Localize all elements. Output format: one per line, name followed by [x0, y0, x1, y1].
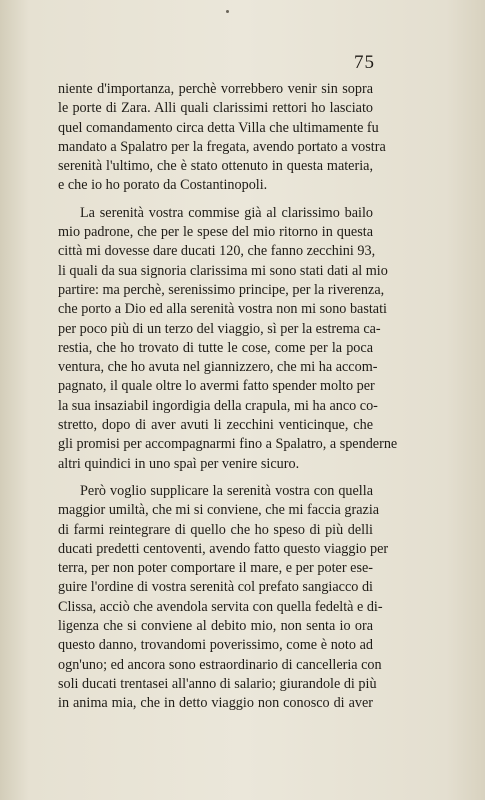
text-line: in anima mia, che in detto viaggio non conosco di aver	[58, 695, 373, 712]
text-line: questo danno, trovandomi poverissimo, come è noto ad	[58, 637, 373, 654]
text-line: serenità l'ultimo, che è stato ottenuto in questa materia,	[58, 158, 373, 175]
paragraph-1	[58, 80, 386, 196]
page-number: 75	[354, 52, 375, 73]
text-line: guire l'ordine di vostra serenità col prefato sangiacco di	[58, 579, 373, 596]
text-line: maggior umiltà, che mi si conviene, che mi faccia grazia	[58, 502, 380, 519]
text-line: mio padrone, che per le spese del mio ritorno in questa	[58, 224, 373, 241]
text-line: stretto, dopo di aver avuti li zecchini venticinque, che	[58, 417, 373, 434]
text-line: quel comandamento circa detta Villa che ultimamente fu	[58, 119, 379, 136]
text-line: le porte di Zara. Alli quali clarissimi rettori ho lasciato	[58, 100, 373, 117]
paragraph-3	[58, 482, 389, 714]
text-line: ligenza che si conviene al debito mio, non senta io ora	[58, 618, 373, 635]
text-line: ogn'uno; ed ancora sono estraordinario di cancelleria con	[58, 656, 382, 673]
text-line: Però voglio supplicare la serenità vostra con quella	[80, 482, 373, 499]
text-line: ventura, che ho avuta nel giannizzero, che mi ha accom-	[58, 359, 378, 376]
text-line: La serenità vostra commise già al clarissimo bailo	[80, 204, 373, 221]
text-line: pagnato, il quale oltre lo avermi fatto spender molto per	[58, 378, 375, 395]
text-line: soli ducati trentasei all'anno di salario; giurandole di più	[58, 675, 377, 692]
text-line: altri quindici in uno spaì per venire sicuro.	[58, 455, 300, 472]
text-line: partire: ma perchè, serenissimo principe, per la riverenza,	[58, 281, 385, 298]
text-line: ducati predetti centoventi, avendo fatto questo viaggio per	[58, 540, 389, 557]
text-line: per poco più di un terzo del viaggio, sì per la estrema ca-	[58, 320, 381, 337]
text-line: la sua insaziabil ingordigia della crapula, mi ha anco co-	[58, 397, 378, 414]
paragraph-gap	[58, 474, 373, 482]
text-line: di farmi reintegrare di quello che ho speso di più delli	[58, 521, 373, 538]
text-line: li quali da sua signoria clarissima mi sono stati dati al mio	[58, 262, 388, 279]
text-line: gli promisi per accompagnarmi fino a Spalatro, a spenderne	[58, 436, 398, 453]
body-text	[58, 80, 398, 714]
text-line: mandato a Spalatro per la fregata, avendo portato a vostra	[58, 138, 386, 155]
paragraph-2	[58, 204, 398, 474]
paragraph-gap	[58, 196, 373, 204]
text-line: terra, per non poter comportare il mare, e per poter ese-	[58, 560, 373, 577]
text-line: città mi dovesse dare ducati 120, che fanno zecchini 93,	[58, 243, 376, 260]
text-line: niente d'importanza, perchè vorrebbero venir sin sopra	[58, 81, 373, 97]
text-line: Clissa, acciò che avendola servita con quella fedeltà e di-	[58, 598, 383, 615]
text-line: restia, che ho trovato di tutte le cose, come per la poca	[58, 339, 373, 356]
text-line: che porto a Dio ed alla serenità vostra non mi sono bastati	[58, 301, 387, 318]
text-line: e che io ho porato da Costantinopoli.	[58, 177, 268, 194]
paper-speck	[226, 10, 229, 13]
